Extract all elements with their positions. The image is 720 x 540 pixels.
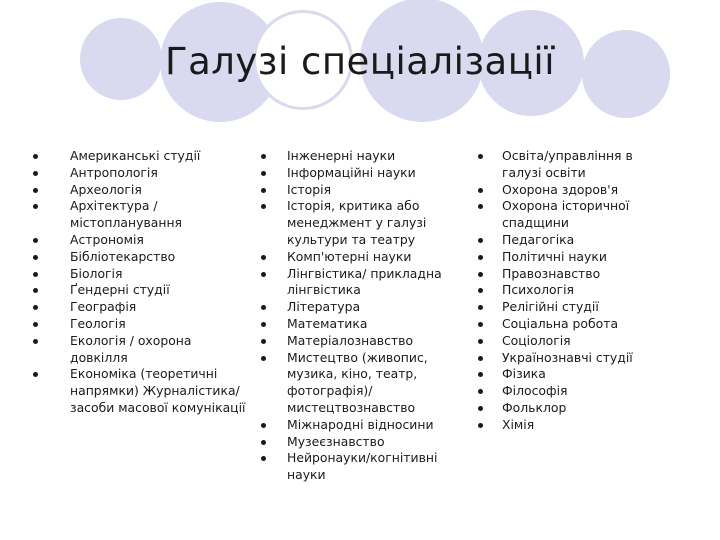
list-item [70, 198, 250, 232]
list-item-text: Охорона історичної спадщини [502, 198, 630, 231]
list-item-text: Геологія [70, 315, 126, 331]
bullet-icon [478, 322, 483, 327]
bullet-icon [33, 322, 38, 327]
list-item-text: Історія [287, 181, 332, 197]
bullet-icon [33, 154, 38, 159]
bullet-icon [261, 154, 266, 159]
list-item [502, 266, 672, 283]
list-item-text: Релігійні студії [502, 299, 599, 315]
bullet-icon [261, 305, 266, 310]
bullet-icon [261, 423, 266, 428]
list-item-text: Математика [287, 315, 368, 331]
bullet-icon [478, 406, 483, 411]
bullet-icon [261, 171, 266, 176]
list-item-text: Астрономія [70, 231, 144, 247]
list-item-text: Географія [70, 299, 137, 315]
list-item [502, 383, 672, 400]
list-item [502, 316, 672, 333]
list-item [70, 299, 250, 316]
bullet-icon [478, 288, 483, 293]
specializations-column-2 [287, 148, 467, 484]
bullet-icon [33, 188, 38, 193]
list-item-text: Комп'ютерні науки [287, 248, 412, 264]
list-item-text: Історія, критика або менеджмент у галузі культури та театру [287, 198, 427, 247]
list-item-text: Антропологія [70, 164, 158, 180]
list-item [287, 299, 467, 316]
list-item-text: Ґендерні студії [70, 282, 170, 298]
list-item [287, 165, 467, 182]
bullet-icon [261, 322, 266, 327]
list-item-text: Археологія [70, 181, 142, 197]
list-item-text: Політичні науки [502, 248, 607, 264]
bullet-icon [33, 339, 38, 344]
bullet-icon [478, 238, 483, 243]
list-item [70, 148, 250, 165]
list-item [502, 366, 672, 383]
list-item [287, 249, 467, 266]
bullet-icon [33, 372, 38, 377]
bullet-icon [261, 339, 266, 344]
bullet-icon [33, 305, 38, 310]
list-item [502, 182, 672, 199]
list-item-text: Правознавство [502, 265, 601, 281]
list-item [70, 282, 250, 299]
list-item-text: Нейронауки/когнітивні науки [287, 450, 438, 483]
list-item [70, 232, 250, 249]
list-item [287, 450, 467, 484]
list-item [502, 198, 672, 232]
list-item-text: Біологія [70, 265, 123, 281]
bullet-icon [261, 188, 266, 193]
list-item [287, 350, 467, 417]
list-item [70, 182, 250, 199]
bullet-icon [478, 272, 483, 277]
list-item [502, 282, 672, 299]
list-item [70, 165, 250, 182]
bullet-icon [261, 255, 266, 260]
list-item [70, 333, 250, 367]
list-item [70, 316, 250, 333]
list-item [287, 417, 467, 434]
list-item-text: Соціальна робота [502, 315, 619, 331]
list-item [502, 249, 672, 266]
page-title: Галузі спеціалізації [165, 40, 555, 83]
list-item [287, 148, 467, 165]
bullet-icon [261, 204, 266, 209]
bullet-icon [478, 423, 483, 428]
list-item-text: Лінгвістика/ прикладна лінгвістика [287, 265, 442, 298]
list-item [70, 266, 250, 283]
bullet-icon [33, 288, 38, 293]
bullet-icon [261, 456, 266, 461]
specializations-column-1 [70, 148, 250, 417]
list-item [70, 249, 250, 266]
list-item-text: Освіта/управління в галузі освіти [502, 148, 633, 180]
list-item-text: Педагогіка [502, 231, 575, 247]
list-item [287, 182, 467, 199]
bullet-icon [478, 389, 483, 394]
list-item-text: Соціологія [502, 332, 571, 348]
bullet-icon [478, 339, 483, 344]
list-item [502, 417, 672, 434]
list-item [502, 333, 672, 350]
list-item [502, 400, 672, 417]
bullet-icon [261, 356, 266, 361]
list-item-text: Психологія [502, 282, 575, 298]
bullet-icon [478, 204, 483, 209]
bullet-icon [478, 305, 483, 310]
bullet-icon [33, 238, 38, 243]
bullet-icon [261, 272, 266, 277]
list-item [287, 266, 467, 300]
list-item-text: Архітектура / містопланування [70, 198, 182, 231]
list-item [287, 333, 467, 350]
list-item-text: Екологія / охорона довкілля [70, 332, 192, 365]
specializations-column-3 [502, 148, 672, 434]
list-item-text: Міжнародні відносини [287, 416, 434, 432]
bullet-icon [33, 171, 38, 176]
bullet-icon [478, 154, 483, 159]
list-item-text: Література [287, 299, 361, 315]
list-item [70, 366, 250, 416]
list-item-text: Інформаційні науки [287, 164, 416, 180]
list-item-text: Охорона здоров'я [502, 181, 619, 197]
list-item [287, 434, 467, 451]
list-item-text: Мистецтво (живопис, музика, кіно, театр, фотографія)/ мистецтвознавство [287, 349, 428, 415]
list-item-text: Матеріалознавство [287, 332, 414, 348]
list-item-text: Фольклор [502, 399, 567, 415]
bullet-icon [478, 255, 483, 260]
bullet-icon [33, 255, 38, 260]
list-item-text: Фізика [502, 366, 546, 382]
list-item [502, 232, 672, 249]
bullet-icon [478, 356, 483, 361]
list-item [502, 299, 672, 316]
bullet-icon [33, 272, 38, 277]
list-item-text: Інженерні науки [287, 148, 396, 163]
bullet-icon [261, 440, 266, 445]
list-item-text: Українознавчі студії [502, 349, 633, 365]
bullet-icon [478, 372, 483, 377]
bullet-icon [478, 188, 483, 193]
list-item [287, 198, 467, 248]
list-item-text: Американські студії [70, 148, 201, 163]
list-item-text: Бібліотекарство [70, 248, 176, 264]
list-item [502, 148, 672, 182]
list-item-text: Музеєзнавство [287, 433, 385, 449]
list-item [502, 350, 672, 367]
list-item-text: Хімія [502, 416, 535, 432]
list-item [287, 316, 467, 333]
list-item-text: Філософія [502, 383, 568, 399]
bullet-icon [33, 204, 38, 209]
list-item-text: Економіка (теоретичні напрямки) Журналістика/ засоби масової комунікації [70, 366, 246, 415]
